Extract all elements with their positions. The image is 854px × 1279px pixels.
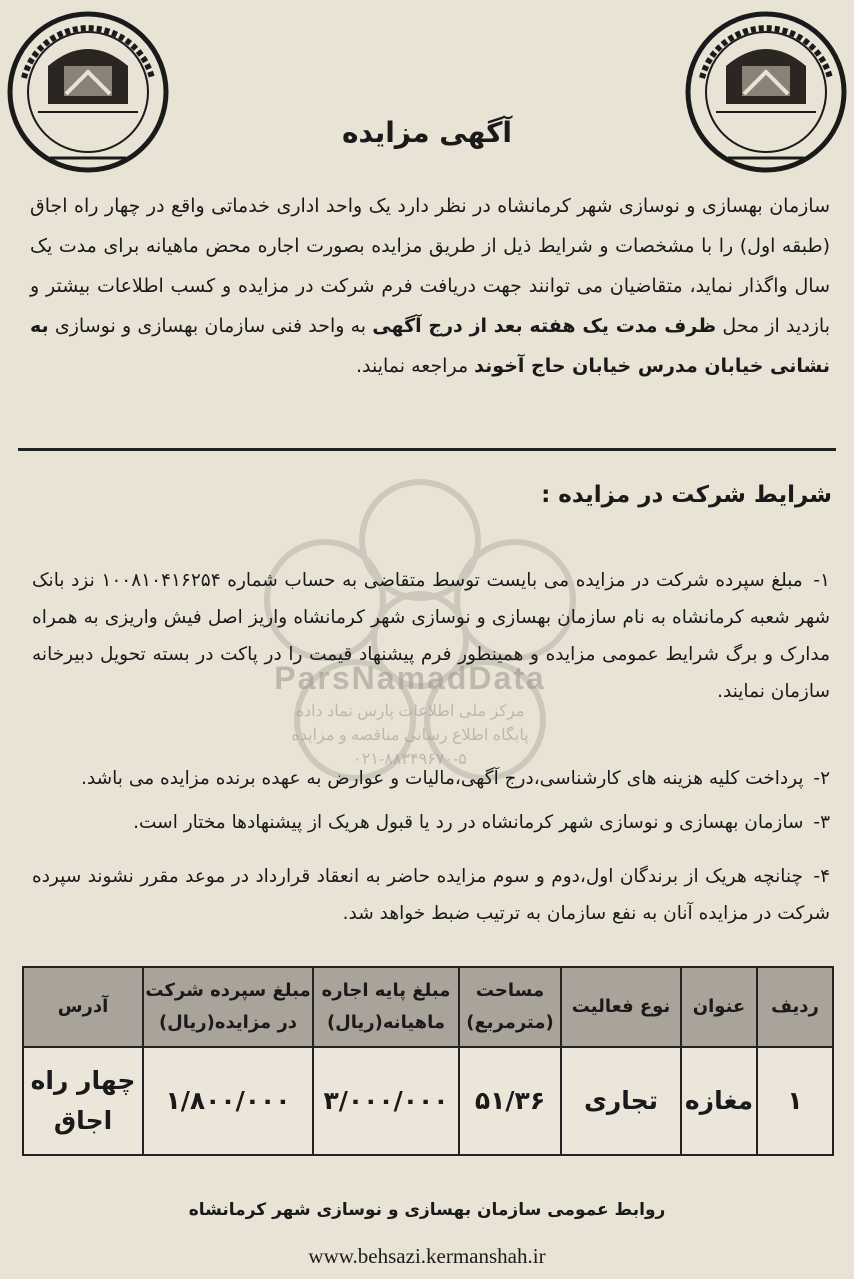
condition-item xyxy=(32,804,830,841)
watermark-latin: ParsNamadData xyxy=(274,660,546,696)
condition-number: ۴- xyxy=(813,866,830,887)
condition-item xyxy=(32,760,830,797)
watermark-line2: پایگاه اطلاع رسانی مناقصه و مزایده xyxy=(291,727,529,744)
conditions-heading: شرایط شرکت در مزایده : xyxy=(541,482,832,508)
col-header-activity: نوع فعالیت xyxy=(561,967,681,1047)
intro-text-3: مراجعه نمایند. xyxy=(355,355,475,377)
col-header-address: آدرس xyxy=(23,967,143,1047)
intro-address: به نشانی خیابان مدرس خیابان حاج آخوند xyxy=(30,315,830,377)
condition-item xyxy=(32,562,830,710)
footer-organization: روابط عمومی سازمان بهسازی و نوسازی شهر کرمانشاه xyxy=(188,1200,666,1220)
cell-deposit: ۱/۸۰۰/۰۰۰ xyxy=(143,1047,313,1155)
organization-seal-left xyxy=(4,8,172,176)
condition-text: چنانچه هریک از برندگان اول،دوم و سوم مزایده حاضر به انعقاد قرارداد در موعد مقرر نشوند سپرده شرکت در مزایده آنان به نفع سازمان به ترتیب ضبط خواهد شد. xyxy=(32,866,830,924)
auction-items-table xyxy=(22,966,834,1156)
condition-text: پرداخت کلیه هزینه های کارشناسی،درج آگهی،مالیات و عوارض به عهده برنده مزایده می باشد. xyxy=(81,768,804,789)
intro-deadline: ظرف مدت یک هفته بعد از درج آگهی xyxy=(372,315,717,337)
cell-title: مغازه xyxy=(681,1047,757,1155)
footer-website-link[interactable]: www.behsazi.kermanshah.ir xyxy=(308,1244,546,1268)
organization-seal-right xyxy=(682,8,850,176)
cell-address: چهار راه اجاق xyxy=(23,1047,143,1155)
col-header-title: عنوان xyxy=(681,967,757,1047)
seal-logo-icon xyxy=(682,8,850,176)
watermark-phone: ۰۲۱-۸۸۳۴۹۶۷۰-۵ xyxy=(353,751,467,768)
intro-text-2: به واحد فنی سازمان بهسازی و نوسازی xyxy=(48,315,373,337)
condition-number: ۲- xyxy=(813,768,830,789)
condition-number: ۳- xyxy=(813,812,830,833)
condition-text: مبلغ سپرده شرکت در مزایده می بایست توسط متقاضی به حساب شماره ۱۰۰۸۱۰۴۱۶۲۵۴ نزد بانک شهر شعبه کرمانشاه به نام سازمان بهسازی و نوسازی شهر کرمانشاه واریز اصل فیش واریزی به همراه مدارک و برگ شرایط عمومی مزایده و همینطور فرم پیشنهاد قیمت را در پاکت در بسته تحویل دبیرخانه سازمان نمایند. xyxy=(32,570,830,702)
notice-title: آگهی مزایده xyxy=(341,116,512,149)
condition-number: ۱- xyxy=(813,570,830,591)
intro-text-1: سازمان بهسازی و نوسازی شهر کرمانشاه در نظر دارد یک واحد اداری خدماتی واقع در چهار راه اجاق (طبقه اول) را با مشخصات و شرایط ذیل از طریق مزایده بصورت اجاره محض ماهیانه برای مدت یک سال واگذار نماید، متقاضیان می توانند جهت دریافت فرم شرکت در مزایده و کسب اطلاعات بیشتر و بازدید از محل xyxy=(30,195,830,337)
intro-paragraph xyxy=(30,186,830,386)
table-header-row xyxy=(23,967,833,1047)
condition-item xyxy=(32,858,830,932)
cell-row-number: ۱ xyxy=(757,1047,833,1155)
col-header-area: مساحت (مترمربع) xyxy=(459,967,561,1047)
cell-activity: تجاری xyxy=(561,1047,681,1155)
table-row xyxy=(23,1047,833,1155)
watermark-line1: مرکز ملی اطلاعات پارس نماد داده xyxy=(295,703,525,720)
cell-area: ۵۱/۳۶ xyxy=(459,1047,561,1155)
seal-logo-icon xyxy=(4,8,172,176)
section-divider xyxy=(18,448,836,451)
cell-base-rent: ۳/۰۰۰/۰۰۰ xyxy=(313,1047,459,1155)
col-header-deposit: مبلغ سپرده شرکت در مزایده(ریال) xyxy=(143,967,313,1047)
condition-text: سازمان بهسازی و نوسازی شهر کرمانشاه در رد یا قبول هریک از پیشنهادها مختار است. xyxy=(133,812,804,833)
col-header-base-rent: مبلغ پایه اجاره ماهیانه(ریال) xyxy=(313,967,459,1047)
col-header-row-number: ردیف xyxy=(757,967,833,1047)
